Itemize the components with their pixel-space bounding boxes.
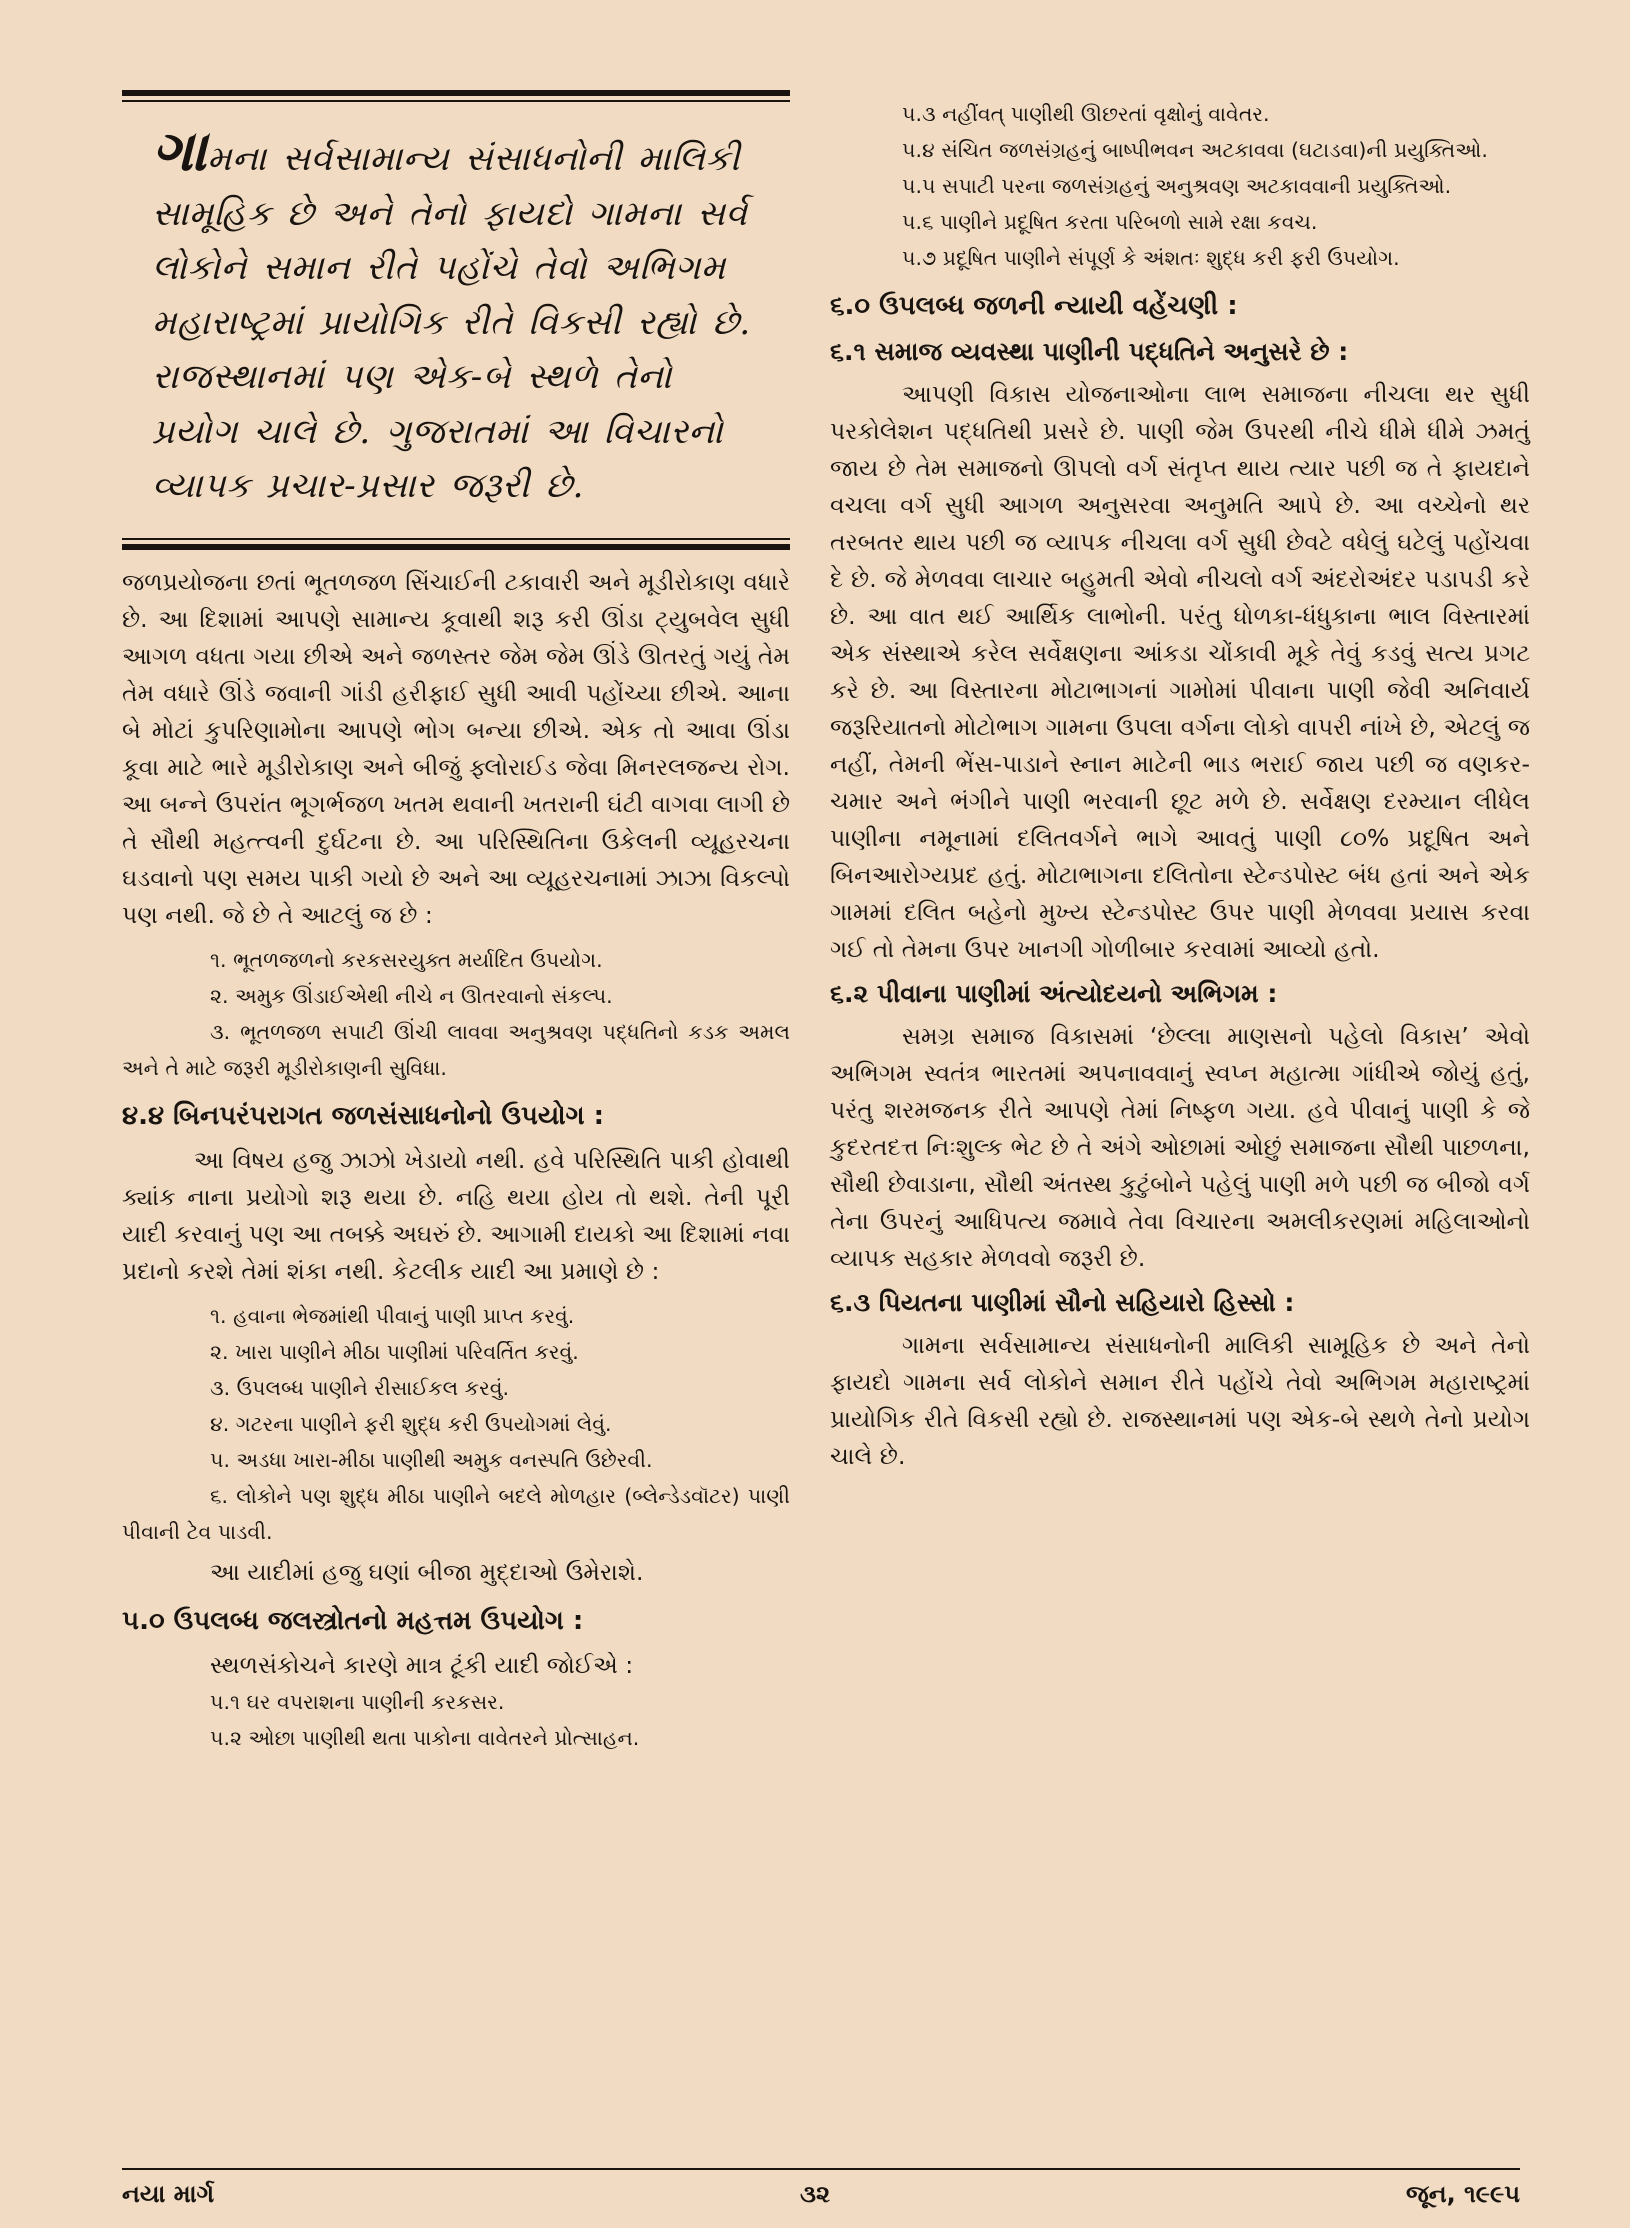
footer-issue-date: જૂન, ૧૯૯૫ bbox=[1405, 2180, 1520, 2208]
list-item: ૫.૬ પાણીને પ્રદૂષિત કરતા પરિબળો સામે રક્ષા કવચ. bbox=[902, 210, 1318, 234]
list-item: ૫.૨ ઓછા પાણીથી થતા પાકોના વાવેતરને પ્રોત્સાહન. bbox=[210, 1725, 640, 1750]
paragraph-unconventional: આ વિષય હજુ ઝાઝો ખેડાયો નથી. હવે પરિસ્થિતિ પાકી હોવાથી ક્યાંક નાના પ્રયોગો શરૂ થયા છે. નહિ થયા હોય તો થશે. તેની પૂરી યાદી કરવાનું પણ આ તબક્કે અઘરું છે. આગામી દાયકો આ દિશામાં નવા પ્રદાનો કરશે તેમાં શંકા નથી. કેટલીક યાદી આ પ્રમાણે છે : bbox=[122, 1145, 790, 1285]
paragraph-short-list: સ્થળસંકોચને કારણે માત્ર ટૂંકી યાદી જોઈએ : bbox=[210, 1650, 634, 1679]
list-item: ૨. ખારા પાણીને મીઠા પાણીમાં પરિવર્તિત કરવું. bbox=[210, 1339, 579, 1364]
list-item: ૪. ગટરના પાણીને ફરી શુદ્ધ કરી ઉપયોગમાં લેવું. bbox=[210, 1411, 612, 1436]
footer-magazine-name: નયા માર્ગ bbox=[122, 2180, 215, 2208]
pull-quote bbox=[122, 102, 790, 534]
right-column bbox=[830, 96, 1530, 1475]
footer-rule bbox=[122, 2168, 1520, 2170]
heading-5-0: ૫.૦ ઉપલબ્ધ જલસ્ત્રોતનો મહત્તમ ઉપયોગ : bbox=[122, 1605, 584, 1636]
list-item: ૩. ઉપલબ્ધ પાણીને રીસાઈકલ કરવું. bbox=[210, 1375, 509, 1400]
list-item: ૨. અમુક ઊંડાઈએથી નીચે ન ઊતરવાનો સંકલ્પ. bbox=[210, 983, 613, 1008]
paragraph-antyodaya: સમગ્ર સમાજ વિકાસમાં ‘છેલ્લા માણસનો પહેલો વિકાસ’ એવો અભિગમ સ્વતંત્ર ભારતમાં અપનાવવાનું સ્વપ્ન મહાત્મા ગાંધીએ જોયું હતું, પરંતુ શરમજનક રીતે આપણે તેમાં નિષ્ફળ ગયા. હવે પીવાનું પાણી કે જે કુદરતદત્ત નિઃશુલ્ક ભેટ છે તે અંગે ઓછામાં ઓછું સમાજના સૌથી પાછળના, સૌથી છેવાડાના, સૌથી અંતસ્થ કુટુંબોને પહેલું પાણી મળે પછી જ બીજો વર્ગ તેના ઉપરનું આધિપત્ય જમાવે તેવા વિચારના અમલીકરણમાં મહિલાઓનો વ્યાપક સહકાર મેળવવો જરૂરી છે. bbox=[830, 1022, 1530, 1272]
list-item: ૫.૭ પ્રદૂષિત પાણીને સંપૂર્ણ કે અંશતઃ શુદ્ધ કરી ફરી ઉપયોગ. bbox=[902, 246, 1400, 270]
list-max-use-continued bbox=[830, 96, 1530, 276]
list-item: ૩. ભૂતળજળ સપાટી ઊંચી લાવવા અનુશ્રવણ પદ્ધતિનો કડક અમલ અને તે માટે જરૂરી મૂડીરોકાણની સુવિધા. bbox=[122, 1019, 790, 1080]
pull-quote-text: મના સર્વસામાન્ય સંસાધનોની માલિકી સામૂહિક છે અને તેનો ફાયદો ગામના સર્વ લોકોને સમાન રીતે પહોંચે તેવો અભિગમ મહારાષ્ટ્રમાં પ્રાયોગિક રીતે વિકસી રહ્યો છે. રાજસ્થાનમાં પણ એક-બે સ્થળે તેનો પ્રયોગ ચાલે છે. ગુજરાતમાં આ વિચારનો વ્યાપક પ્રચાર-પ્રસાર જરૂરી છે. bbox=[152, 139, 751, 506]
heading-6-1: ૬.૧ સમાજ વ્યવસ્થા પાણીની પદ્ધતિને અનુસરે છે : bbox=[830, 337, 1349, 366]
heading-6-2: ૬.૨ પીવાના પાણીમાં અંત્યોદયનો અભિગમ : bbox=[830, 979, 1278, 1008]
paragraph-more-points: આ યાદીમાં હજુ ઘણાં બીજા મુદ્દાઓ ઉમેરાશે. bbox=[210, 1557, 644, 1586]
list-item: ૧. ભૂતળજળનો કરકસરયુક્ત મર્યાદિત ઉપયોગ. bbox=[210, 947, 603, 972]
list-unconventional-sources bbox=[122, 1298, 790, 1550]
list-item: ૫. અડધા ખારા-મીઠા પાણીથી અમુક વનસ્પતિ ઉછેરવી. bbox=[210, 1447, 653, 1472]
footer-page-number: ૩૨ bbox=[800, 2180, 831, 2208]
pull-quote-top-rule bbox=[122, 90, 790, 96]
heading-4-4: ૪.૪ બિનપરંપરાગત જળસંસાધનોનો ઉપયોગ : bbox=[122, 1100, 605, 1131]
paragraph-shared-irrigation: ગામના સર્વસામાન્ય સંસાધનોની માલિકી સામૂહિક છે અને તેનો ફાયદો ગામના સર્વ લોકોને સમાન રીતે પહોંચે તેવો અભિગમ મહારાષ્ટ્રમાં પ્રાયોગિક રીતે વિકસી રહ્યો છે. રાજસ્થાનમાં પણ એક-બે સ્થળે તેનો પ્રયોગ ચાલે છે. bbox=[830, 1331, 1530, 1470]
paragraph-groundwater: જળપ્રયોજના છતાં ભૂતળજળ સિંચાઈની ટકાવારી અને મૂડીરોકાણ વધારે છે. આ દિશામાં આપણે સામાન્ય કૂવાથી શરૂ કરી ઊંડા ટ્યુબવેલ સુધી આગળ વધતા ગયા છીએ અને જળસ્તર જેમ જેમ ઊંડે ઊતરતું ગયું તેમ તેમ વધારે ઊંડે જવાની ગાંડી હરીફાઈ સુધી આવી પહોંચ્યા છીએ. આના બે મોટાં કુપરિણામોના આપણે ભોગ બન્યા છીએ. એક તો આવા ઊંડા કૂવા માટે ભારે મૂડીરોકાણ અને બીજું ફ્લોરાઈડ જેવા મિનરલજન્ય રોગ. આ બન્ને ઉપરાંત ભૂગર્ભજળ ખતમ થવાની ખતરાની ઘંટી વાગવા લાગી છે તે સૌથી મહત્ત્વની દુર્ઘટના છે. આ પરિસ્થિતિના ઉકેલની વ્યૂહરચના ઘડવાનો પણ સમય પાકી ગયો છે અને આ વ્યૂહરચનામાં ઝાઝા વિકલ્પો પણ નથી. જે છે તે આટલું જ છે : bbox=[122, 567, 790, 929]
list-item: ૧. હવાના ભેજમાંથી પીવાનું પાણી પ્રાપ્ત કરવું. bbox=[210, 1303, 575, 1328]
paragraph-percolation: આપણી વિકાસ યોજનાઓના લાભ સમાજના નીચલા થર સુધી પરકોલેશન પદ્ધતિથી પ્રસરે છે. પાણી જેમ ઉપરથી નીચે ધીમે ધીમે ઝમતું જાય છે તેમ સમાજનો ઊપલો વર્ગ સંતૃપ્ત થાય ત્યાર પછી જ તે ફાયદાને વચલા વર્ગ સુધી આગળ અનુસરવા અનુમતિ આપે છે. આ વચ્ચેનો થર તરબતર થાય પછી જ વ્યાપક નીચલા વર્ગ સુધી છેવટે વધેલું ઘટેલું પહોંચવા દે છે. જે મેળવવા લાચાર બહુમતી એવો નીચલો વર્ગ અંદરોઅંદર પડાપડી કરે છે. આ વાત થઈ આર્થિક લાભોની. પરંતુ ધોળકા-ધંધુકાના ભાલ વિસ્તારમાં એક સંસ્થાએ કરેલ સર્વેક્ષણના આંકડા ચોંકાવી મૂકે તેવું કડવું સત્ય પ્રગટ કરે છે. આ વિસ્તારના મોટાભાગનાં ગામોમાં પીવાના પાણી જેવી અનિવાર્ય જરૂરિયાતનો મોટોભાગ ગામના ઉપલા વર્ગના લોકો વાપરી નાંખે છે, એટલું જ નહીં, તેમની ભેંસ-પાડાને સ્નાન માટેની ભાડ ભરાઈ જાય પછી જ વણકર-ચમાર અને ભંગીને પાણી ભરવાની છૂટ મળે છે. સર્વેક્ષણ દરમ્યાન લીધેલ પાણીના નમૂનામાં દલિતવર્ગને ભાગે આવતું પાણી ૮૦% પ્રદૂષિત અને બિનઆરોગ્યપ્રદ હતું. મોટાભાગના દલિતોના સ્ટેન્ડપોસ્ટ બંધ હતાં અને એક ગામમાં દલિત બહેનો મુખ્ય સ્ટેન્ડપોસ્ટ ઉપર પાણી મેળવવા પ્રયાસ કરવા ગઈ તો તેમના ઉપર ખાનગી ગોળીબાર કરવામાં આવ્યો હતો. bbox=[830, 380, 1530, 963]
list-item: ૫.૫ સપાટી પરના જળસંગ્રહનું અનુશ્રવણ અટકાવવાની પ્રયુક્તિઓ. bbox=[902, 174, 1452, 198]
list-item: ૫.૪ સંચિત જળસંગ્રહનું બાષ્પીભવન અટકાવવા (ઘટાડવા)ની પ્રયુક્તિઓ. bbox=[902, 138, 1488, 162]
pull-quote-dropcap: ગા bbox=[152, 118, 208, 184]
list-item: ૬. લોકોને પણ શુદ્ધ મીઠા પાણીને બદલે મોળહાર (બ્લેન્ડેડવૉટર) પાણી પીવાની ટેવ પાડવી. bbox=[122, 1483, 790, 1544]
left-column bbox=[122, 90, 790, 1756]
heading-6-0: ૬.૦ ઉપલબ્ધ જળની ન્યાયી વહેંચણી : bbox=[830, 291, 1238, 321]
list-groundwater-options bbox=[122, 942, 790, 1086]
heading-6-3: ૬.૩ પિયતના પાણીમાં સૌનો સહિયારો હિસ્સો : bbox=[830, 1288, 1295, 1317]
list-item: ૫.૩ નહીંવત્ પાણીથી ઊછરતાં વૃક્ષોનું વાવેતર. bbox=[902, 102, 1270, 126]
list-item: ૫.૧ ઘર વપરાશના પાણીની કરકસર. bbox=[210, 1689, 505, 1714]
list-max-use bbox=[122, 1684, 790, 1756]
pull-quote-bottom-rule-thin bbox=[122, 538, 790, 540]
pull-quote-bottom-rule bbox=[122, 544, 790, 550]
